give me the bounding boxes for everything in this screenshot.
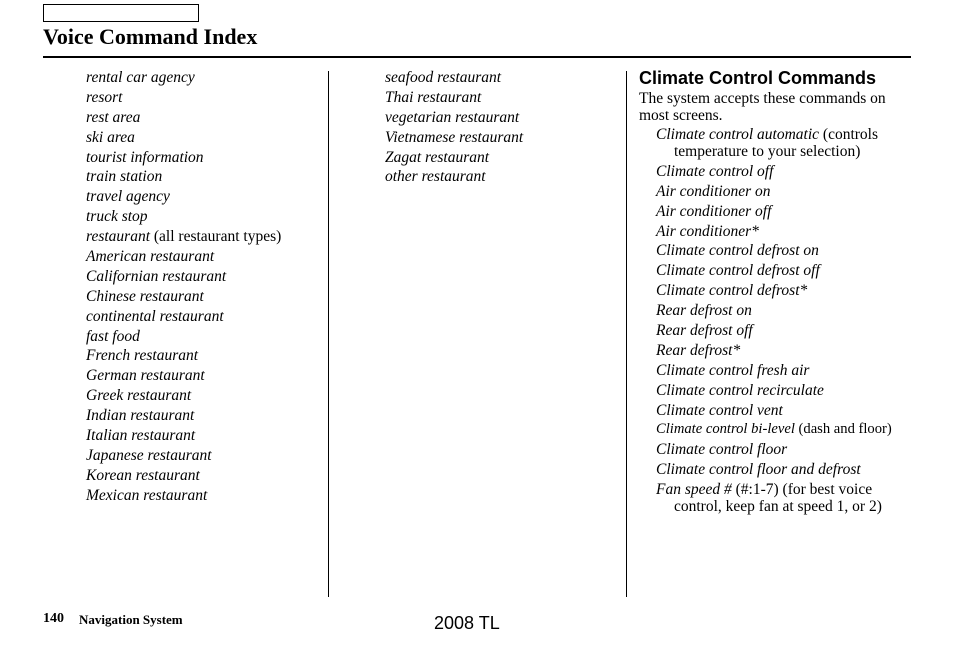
command-item	[86, 247, 281, 267]
climate-command-item	[656, 163, 918, 180]
command-phrase: Climate control floor and defrost	[656, 461, 861, 479]
command-note: (all restaurant types)	[150, 228, 282, 246]
command-phrase: Climate control vent	[656, 401, 783, 419]
command-item	[385, 68, 523, 88]
command-phrase: Thai restaurant	[385, 88, 482, 106]
command-phrase: Chinese restaurant	[86, 287, 204, 305]
command-column-2	[385, 68, 523, 187]
command-item	[385, 108, 523, 128]
climate-command-list	[656, 126, 918, 518]
command-phrase: French restaurant	[86, 347, 199, 365]
header-tab-box	[43, 4, 199, 22]
command-phrase: Climate control floor	[656, 441, 788, 459]
column-divider-2	[626, 71, 627, 597]
command-item	[86, 207, 281, 227]
command-item	[86, 227, 281, 247]
command-phrase: Climate control defrost off	[656, 262, 820, 280]
command-phrase: Climate control defrost on	[656, 242, 819, 260]
command-phrase: continental restaurant	[86, 307, 224, 325]
command-phrase: Climate control off	[656, 162, 774, 180]
model-label: 2008 TL	[434, 613, 500, 633]
command-phrase: Rear defrost off	[656, 322, 753, 340]
command-item	[385, 128, 523, 148]
command-item	[385, 148, 523, 168]
command-phrase: Climate control recirculate	[656, 381, 824, 399]
command-phrase: Air conditioner off	[656, 202, 772, 220]
command-phrase: Climate control defrost*	[656, 282, 808, 300]
climate-command-item	[656, 441, 918, 458]
command-item	[86, 167, 281, 187]
command-phrase: Vietnamese restaurant	[385, 128, 524, 146]
page-number: 140	[43, 611, 64, 626]
command-phrase: truck stop	[86, 208, 148, 226]
command-item	[86, 386, 281, 406]
climate-command-item	[656, 183, 918, 200]
command-phrase: Air conditioner on	[656, 182, 771, 200]
climate-command-item	[656, 282, 918, 299]
command-item	[385, 88, 523, 108]
command-phrase: train station	[86, 168, 163, 186]
command-item	[86, 406, 281, 426]
command-item	[86, 346, 281, 366]
command-phrase: Greek restaurant	[86, 387, 192, 405]
climate-command-item	[656, 342, 918, 359]
page-title: Voice Command Index	[43, 24, 258, 49]
command-item	[86, 128, 281, 148]
command-phrase: ski area	[86, 128, 135, 146]
command-phrase: American restaurant	[86, 248, 215, 266]
climate-command-item	[656, 402, 918, 419]
climate-command-item	[656, 262, 918, 279]
command-phrase: rest area	[86, 108, 141, 126]
command-item	[86, 187, 281, 207]
command-phrase: German restaurant	[86, 367, 205, 385]
command-phrase: Rear defrost on	[656, 302, 752, 320]
command-phrase: seafood restaurant	[385, 69, 502, 86]
command-item	[86, 366, 281, 386]
command-item	[86, 88, 281, 108]
command-phrase: fast food	[86, 327, 140, 345]
command-phrase: Climate control bi-level	[656, 421, 795, 438]
climate-command-item	[656, 203, 918, 220]
section-heading: Climate Control Commands	[639, 68, 877, 88]
command-phrase: Japanese restaurant	[86, 446, 212, 464]
footer-section-name: Navigation System	[79, 612, 183, 627]
command-phrase: Korean restaurant	[86, 466, 200, 484]
command-phrase: vegetarian restaurant	[385, 108, 520, 126]
command-phrase: restaurant	[86, 228, 151, 246]
section-intro: The system accepts these commands on most screens.	[639, 90, 886, 124]
command-item	[86, 267, 281, 287]
title-rule	[43, 56, 911, 58]
command-phrase: tourist information	[86, 148, 204, 166]
command-phrase: Californian restaurant	[86, 267, 227, 285]
command-phrase: Climate control fresh air	[656, 361, 810, 379]
command-note: (#:1-7) (for best voice control, keep fan at speed 1, or 2)	[674, 481, 882, 516]
command-phrase: Rear defrost*	[656, 341, 741, 359]
command-phrase: Air conditioner*	[656, 222, 759, 240]
command-item	[86, 426, 281, 446]
column-divider-1	[328, 71, 329, 597]
command-item	[86, 327, 281, 347]
command-phrase: travel agency	[86, 188, 170, 206]
command-phrase: resort	[86, 88, 123, 106]
climate-command-item	[656, 382, 918, 399]
command-phrase: Mexican restaurant	[86, 486, 208, 504]
command-item	[86, 307, 281, 327]
command-note: (controls temperature to your selection)	[674, 126, 879, 160]
command-item	[86, 108, 281, 128]
climate-command-item	[656, 461, 918, 478]
climate-command-item	[656, 421, 918, 438]
command-item	[86, 446, 281, 466]
command-phrase: Indian restaurant	[86, 407, 195, 425]
climate-command-item	[656, 242, 918, 259]
climate-command-item	[656, 322, 918, 339]
climate-command-item	[656, 362, 918, 379]
command-phrase: Zagat restaurant	[385, 148, 490, 166]
command-item	[385, 167, 523, 187]
command-item	[86, 287, 281, 307]
command-column-1	[86, 68, 281, 506]
command-phrase: Fan speed #	[656, 481, 732, 499]
command-item	[86, 486, 281, 506]
command-item	[86, 466, 281, 486]
climate-command-item	[656, 302, 918, 319]
command-phrase: other restaurant	[385, 168, 486, 186]
climate-command-item	[656, 481, 918, 515]
command-item	[86, 68, 281, 88]
climate-command-item	[656, 126, 918, 160]
command-note: (dash and floor)	[794, 421, 892, 438]
command-phrase: Climate control automatic	[656, 126, 820, 143]
command-item	[86, 148, 281, 168]
command-phrase: rental car agency	[86, 69, 195, 86]
command-phrase: Italian restaurant	[86, 427, 196, 445]
climate-command-item	[656, 223, 918, 240]
